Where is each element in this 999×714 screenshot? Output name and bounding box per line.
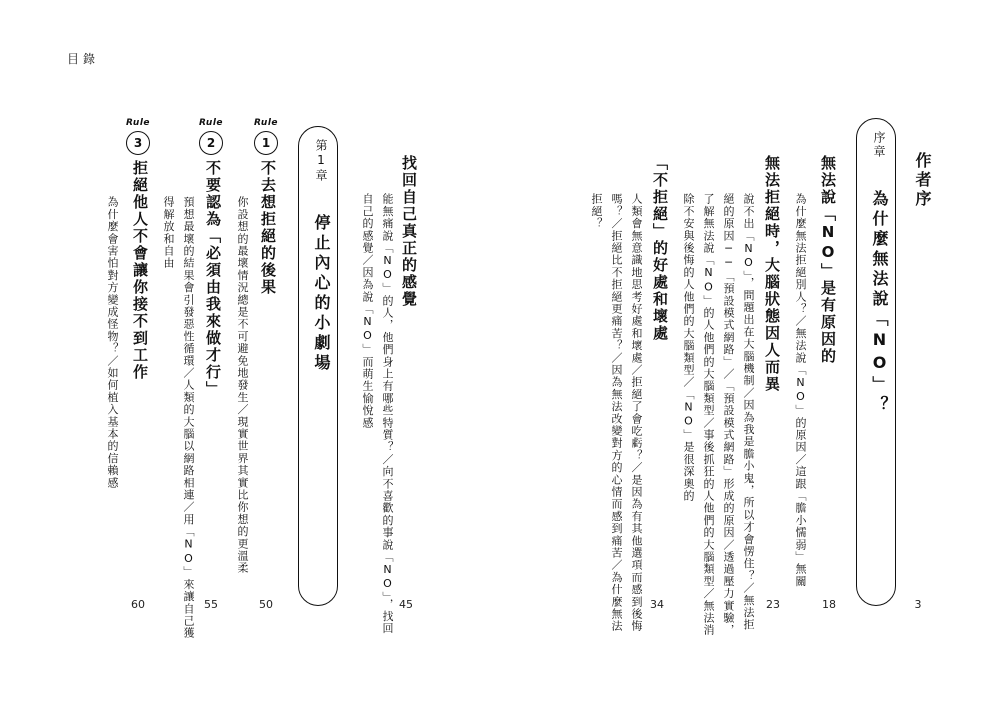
toc-rule-title[interactable]: 拒絕他人不會讓你接不到工作	[131, 160, 149, 381]
desc-line: 為什麼會害怕對方變成怪物？／如何植入基本的信賴感	[106, 196, 119, 489]
running-header: 目錄	[67, 52, 100, 66]
chapter1-title: 停止內心的小劇場	[312, 214, 331, 374]
desc-line: 預想最壞的結果會引發惡性循環／人類的大腦以網路相連／用「NO」來讓自己獲	[182, 196, 195, 640]
toc-rule-desc	[158, 196, 198, 639]
rule-word: Rule	[198, 118, 224, 128]
page-number-prologue-s3: 34	[650, 598, 664, 611]
desc-line: 人類會無意識地思考好處和壞處／拒絕了會吃虧？／是因為有其他選項而感到後悔	[630, 193, 643, 633]
page-number-rule1: 50	[259, 598, 273, 611]
toc-prologue-box[interactable]	[856, 118, 896, 606]
toc-section-desc	[678, 193, 758, 636]
rule-number: 3	[126, 131, 150, 155]
toc-section-title[interactable]: 「不拒絕」的好處和壞處	[651, 155, 669, 342]
prologue-title: 為什麼無法說「NO」？	[870, 190, 889, 416]
desc-line: 嗎？／拒絕比不拒絕更痛苦？／因為無法改變對方的心情而感到痛苦／為什麼無法	[610, 193, 623, 633]
toc-section-title[interactable]: 無法拒絕時，大腦狀態因人而異	[763, 155, 781, 393]
desc-line: 拒絕？	[590, 193, 603, 230]
toc-rule-title[interactable]: 不去想拒絕的後果	[259, 160, 277, 296]
page-number-rule2: 55	[204, 598, 218, 611]
rule-badge-2	[193, 118, 229, 164]
chapter1-label: 第1章	[314, 139, 328, 183]
page-number-prologue-s2: 23	[766, 598, 780, 611]
page-number-prologue-s4: 45	[399, 598, 413, 611]
desc-line: 了解無法說「NO」的人他們的大腦類型／事後抓狂的人他們的大腦類型／無法消	[702, 193, 715, 637]
toc-rule-desc	[102, 196, 122, 489]
toc-rule-desc	[232, 196, 252, 574]
page-number-author-preface: 3	[914, 598, 922, 611]
toc-rule-title[interactable]: 不要認為「必須由我來做才行」	[204, 160, 222, 398]
rule-number: 2	[199, 131, 223, 155]
page-number-rule3: 60	[131, 598, 145, 611]
desc-line: 為什麼無法拒絕別人？／無法說「NO」的原因／這跟「膽小懦弱」無關	[794, 193, 807, 588]
toc-section-title[interactable]: 無法說「NO」是有原因的	[819, 155, 837, 365]
page-number-prologue-s1: 18	[822, 598, 836, 611]
toc-author-preface[interactable]: 作者序	[913, 152, 932, 209]
toc-section-desc	[357, 193, 397, 635]
toc-chapter1-box[interactable]	[298, 126, 338, 606]
toc-section-desc	[790, 193, 810, 587]
toc-section-desc	[586, 193, 646, 632]
prologue-label: 序章	[872, 131, 886, 159]
desc-line: 自己的感覺／因為說「NO」而萌生愉悅感	[361, 193, 374, 429]
desc-line: 說不出「NO」，問題出在大腦機制／因為我是膽小鬼，所以才會愣住？／無法拒	[742, 193, 755, 631]
desc-line: 得解放和自由	[162, 196, 175, 270]
desc-line: 絕的原因──「預設模式網路」／「預設模式網路」形成的原因／透過壓力實驗，	[722, 193, 735, 637]
desc-line: 除不安與後悔的人他們的大腦類型／「NO」是很深奧的	[682, 193, 695, 502]
rule-word: Rule	[125, 118, 151, 128]
desc-line: 你設想的最壞情況總是不可避免地發生／現實世界其實比你想的更溫柔	[236, 196, 249, 575]
toc-section-title[interactable]: 找回自己真正的感覺	[400, 155, 418, 308]
desc-line: 能無痛說「NO」的人，他們身上有哪些特質？／向不喜歡的事說「NO」，找回	[381, 193, 394, 635]
rule-badge-3	[120, 118, 156, 164]
rule-badge-1	[248, 118, 284, 164]
rule-number: 1	[254, 131, 278, 155]
rule-word: Rule	[253, 118, 279, 128]
